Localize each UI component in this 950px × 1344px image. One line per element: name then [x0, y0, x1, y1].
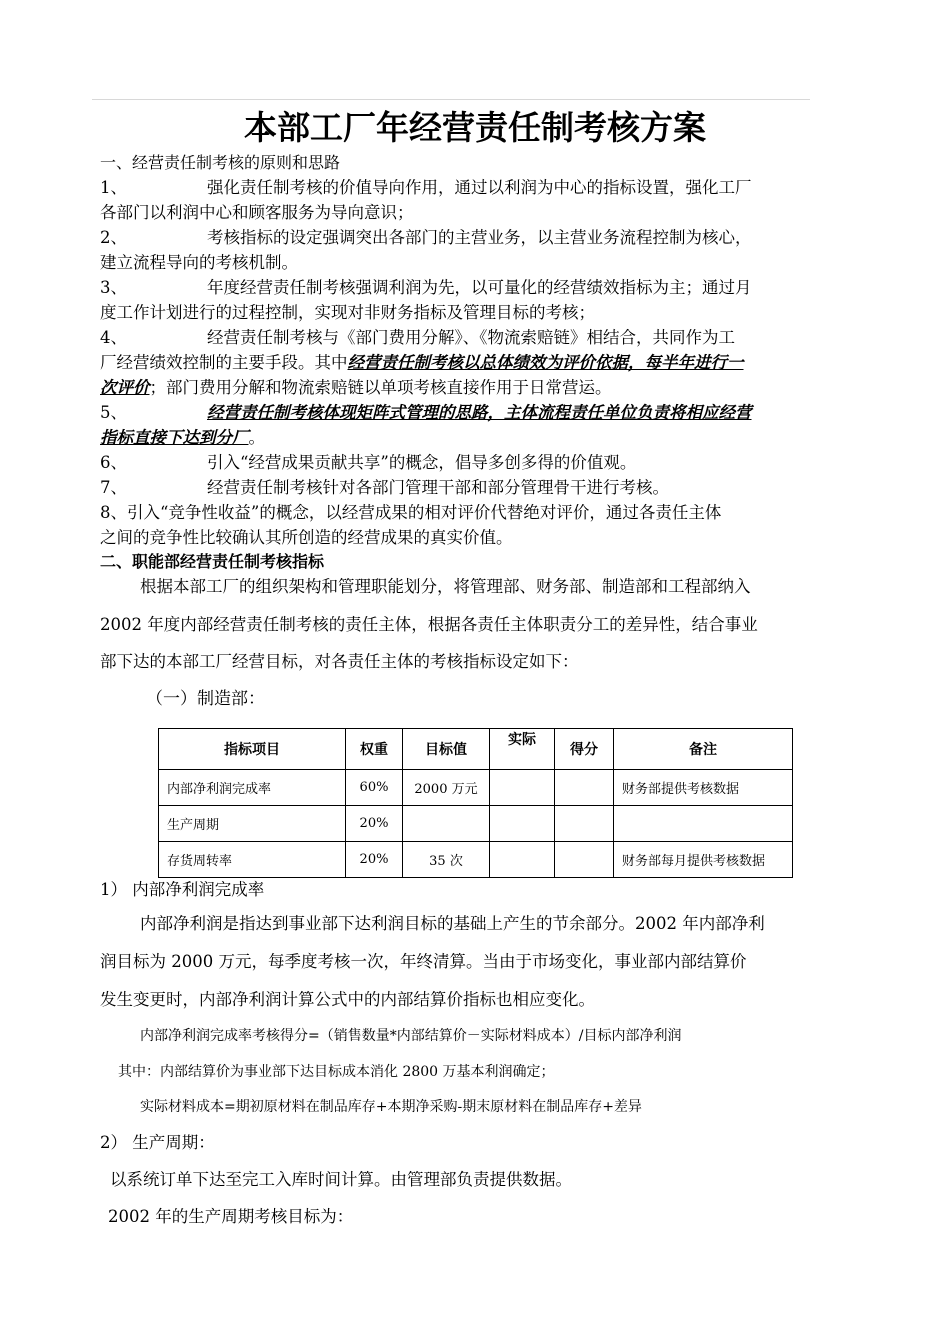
- principle-6: [100, 451, 636, 475]
- formula-material-cost: 实际材料成本=期初原材料在制品库存+本期净采购-期末原材料在制品库存+差异: [140, 1099, 642, 1115]
- section-2-heading: 二、职能部经营责任制考核指标: [100, 552, 325, 571]
- table-cell: [490, 842, 555, 878]
- col-header-item: 指标项目: [159, 729, 346, 770]
- indicator-1-para-line2: 润目标为 2000 万元，每季度考核一次，年终清算。当由于市场变化，事业部内部结算价: [100, 952, 747, 971]
- col-header-score: 得分: [555, 729, 614, 770]
- principle-4-line2: [100, 351, 744, 375]
- principle-6-line1: 引入“经营成果贡献共享”的概念，倡导多创多得的价值观。: [207, 453, 637, 472]
- principle-4: [100, 326, 735, 350]
- principle-3: [100, 276, 752, 300]
- section-2-para-line1: 根据本部工厂的组织架构和管理职能划分，将管理部、财务部、制造部和工程部纳入: [140, 577, 751, 596]
- principle-1: [100, 176, 752, 200]
- table-cell: [555, 842, 614, 878]
- indicator-2-line2: 2002 年的生产周期考核目标为：: [108, 1207, 354, 1226]
- principle-6-number: 6、: [100, 453, 127, 472]
- principle-8-line1: 8、引入“竞争性收益”的概念，以经营成果的相对评价代替绝对评价，通过各责任主体: [100, 503, 722, 522]
- indicator-2-heading: 2） 生产周期：: [100, 1133, 215, 1152]
- section-2-para-line2: 2002 年度内部经营责任制考核的责任主体，根据各责任主体职责分工的差异性，结合事业: [100, 615, 758, 634]
- table-header-row: [159, 729, 793, 770]
- table-cell: 20%: [346, 842, 403, 878]
- table-cell: [614, 806, 793, 842]
- principle-5-number: 5、: [100, 403, 127, 422]
- table-cell: 2000 万元: [403, 770, 490, 806]
- section-1-heading: 一、经营责任制考核的原则和思路: [100, 153, 341, 172]
- table-cell: [403, 806, 490, 842]
- principle-7-number: 7、: [100, 478, 127, 497]
- principle-3-line1: 年度经营责任制考核强调利润为先，以可量化的经营绩效指标为主；通过月: [207, 278, 752, 297]
- table-row: [159, 770, 793, 806]
- col-header-weight: 权重: [346, 729, 403, 770]
- section-2-para-line3: 部下达的本部工厂经营目标，对各责任主体的考核指标设定如下：: [100, 652, 579, 671]
- table-cell: 存货周转率: [159, 842, 346, 878]
- principle-5-emphasis-end: 指标直接下达到分厂: [100, 428, 249, 447]
- table-cell: [490, 770, 555, 806]
- formula-note: 其中：内部结算价为事业部下达目标成本消化 2800 万基本利润确定；: [118, 1064, 555, 1080]
- principle-2-number: 2、: [100, 228, 127, 247]
- principle-1-line1: 强化责任制考核的价值导向作用，通过以利润为中心的指标设置，强化工厂: [207, 178, 752, 197]
- principle-7: [100, 476, 669, 500]
- document-title: 本部工厂年经营责任制考核方案: [244, 108, 706, 147]
- table-cell: 财务部提供考核数据: [614, 770, 793, 806]
- header-rule: [92, 99, 810, 100]
- principle-5-period: 。: [248, 428, 265, 447]
- principle-8-line2: 之间的竞争性比较确认其所创造的经营成果的真实价值。: [100, 528, 513, 547]
- principle-4-emphasis-end: 次评价: [100, 378, 150, 397]
- principle-5: [100, 401, 752, 425]
- table-row: [159, 842, 793, 878]
- table-cell: [490, 806, 555, 842]
- indicator-1-para-line1: 内部净利润是指达到事业部下达利润目标的基础上产生的节余部分。2002 年内部净利: [140, 914, 765, 933]
- table-cell: 60%: [346, 770, 403, 806]
- table-cell: [555, 770, 614, 806]
- table-cell: 35 次: [403, 842, 490, 878]
- principle-3-line2: 度工作计划进行的过程控制，实现对非财务指标及管理目标的考核；: [100, 303, 595, 322]
- principle-5-line1: 经营责任制考核体现矩阵式管理的思路，主体流程责任单位负责将相应经营: [207, 403, 752, 422]
- principle-7-line1: 经营责任制考核针对各部门管理干部和部分管理骨干进行考核。: [207, 478, 669, 497]
- table-cell: 财务部每月提供考核数据: [614, 842, 793, 878]
- col-header-remark: 备注: [614, 729, 793, 770]
- col-header-target: 目标值: [403, 729, 490, 770]
- principle-2: [100, 226, 752, 250]
- table-cell: 内部净利润完成率: [159, 770, 346, 806]
- principle-3-number: 3、: [100, 278, 127, 297]
- principle-4-line1: 经营责任制考核与《部门费用分解》、《物流索赔链》相结合，共同作为工: [207, 328, 735, 347]
- indicator-1-heading: 1） 内部净利润完成率: [100, 880, 265, 899]
- principle-1-line2: 各部门以利润中心和顾客服务为导向意识；: [100, 203, 414, 222]
- principle-4-line3: [100, 376, 612, 400]
- principle-5-line2: [100, 426, 265, 450]
- indicator-1-para-line3: 发生变更时，内部净利润计算公式中的内部结算价指标也相应变化。: [100, 990, 595, 1009]
- principle-4-number: 4、: [100, 328, 127, 347]
- indicator-2-line1: 以系统订单下达至完工入库时间计算。由管理部负责提供数据。: [110, 1170, 572, 1189]
- principle-1-number: 1、: [100, 178, 127, 197]
- principle-2-line1: 考核指标的设定强调突出各部门的主营业务，以主营业务流程控制为核心，: [207, 228, 752, 247]
- formula-score: 内部净利润完成率考核得分=（销售数量*内部结算价－实际材料成本）/目标内部净利润: [140, 1028, 682, 1044]
- table-cell: 生产周期: [159, 806, 346, 842]
- principle-2-line2: 建立流程导向的考核机制。: [100, 253, 298, 272]
- col-header-actual: 实际: [490, 729, 555, 770]
- principle-4-line2-text: 厂经营绩效控制的主要手段。其中: [100, 353, 348, 372]
- principle-4-line3-text: ；部门费用分解和物流索赔链以单项考核直接作用于日常营运。: [149, 378, 612, 397]
- kpi-table: [158, 728, 793, 878]
- subsection-manufacturing: （一）制造部：: [146, 689, 265, 709]
- table-cell: [555, 806, 614, 842]
- table-cell: 20%: [346, 806, 403, 842]
- principle-4-emphasis: 经营责任制考核以总体绩效为评价依据，每半年进行一: [347, 353, 744, 372]
- table-row: [159, 806, 793, 842]
